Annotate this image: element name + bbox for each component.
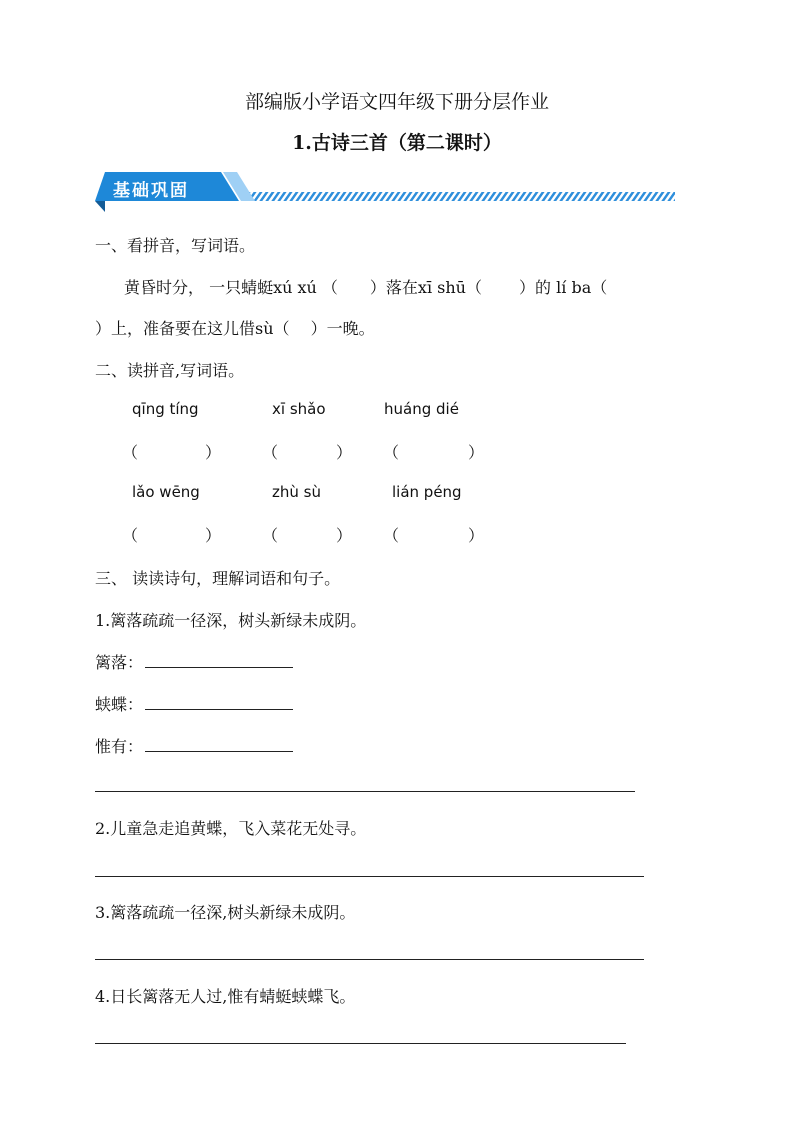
- pinyin-item: zhù sù: [272, 483, 321, 501]
- question-2: 2.儿童急走追黄蝶，飞入菜花无处寻。: [95, 819, 367, 838]
- answer-bracket-open: （: [383, 443, 400, 462]
- page-title: 部编版小学语文四年级下册分层作业: [244, 91, 549, 113]
- section1-heading: 一、看拼音，写词语。: [95, 236, 256, 255]
- term-row: [95, 734, 293, 757]
- term-row: [95, 692, 293, 715]
- section1-sentence-line2: ）上，准备要在这儿借sù（ ）一晚。: [95, 319, 375, 338]
- term-label: 蛱蝶：: [95, 695, 144, 714]
- term-answer-line[interactable]: [145, 695, 293, 710]
- pinyin-item: xī shǎo: [272, 400, 326, 418]
- banner-hatch-bar: [245, 192, 675, 201]
- answer-bracket-close: ）: [205, 443, 222, 462]
- pinyin-item: lǎo wēng: [132, 483, 200, 501]
- pinyin-item: huáng dié: [384, 400, 459, 418]
- answer-bracket-close: ）: [468, 526, 485, 545]
- answer-bracket-open: （: [122, 526, 139, 545]
- answer-line[interactable]: [95, 1043, 626, 1044]
- answer-line[interactable]: [95, 959, 644, 960]
- answer-bracket-open: （: [262, 526, 279, 545]
- answer-bracket-open: （: [383, 526, 400, 545]
- section2-heading: 二、读拼音,写词语。: [95, 361, 245, 380]
- question-3: 3.篱落疏疏一径深,树头新绿未成阴。: [95, 903, 356, 922]
- answer-bracket-open: （: [262, 443, 279, 462]
- section1-sentence-line1: 黄昏时分， 一只蜻蜓xú xú （ ）落在xī shū（ ）的 lí ba（: [124, 278, 608, 297]
- banner-tail: [95, 201, 105, 212]
- section-banner: [95, 170, 680, 214]
- answer-bracket-close: ）: [205, 526, 222, 545]
- answer-bracket-close: ）: [468, 443, 485, 462]
- answer-bracket-close: ）: [336, 526, 353, 545]
- section3-heading: 三、 读读诗句，理解词语和句子。: [95, 569, 341, 588]
- term-label: 篱落：: [95, 653, 144, 672]
- term-row: [95, 650, 293, 673]
- lesson-title: 1.古诗三首（第二课时）: [292, 132, 502, 154]
- term-answer-line[interactable]: [145, 653, 293, 668]
- answer-bracket-open: （: [122, 443, 139, 462]
- pinyin-item: lián péng: [392, 483, 462, 501]
- answer-line[interactable]: [95, 791, 635, 792]
- answer-line[interactable]: [95, 876, 644, 877]
- term-answer-line[interactable]: [145, 737, 293, 752]
- answer-bracket-close: ）: [336, 443, 353, 462]
- term-label: 惟有：: [95, 737, 144, 756]
- question-1: 1.篱落疏疏一径深，树头新绿未成阴。: [95, 611, 367, 630]
- banner-label: 基础巩固: [113, 181, 189, 201]
- question-4: 4.日长篱落无人过,惟有蜻蜓蛱蝶飞。: [95, 987, 356, 1006]
- pinyin-item: qīng tíng: [132, 400, 199, 418]
